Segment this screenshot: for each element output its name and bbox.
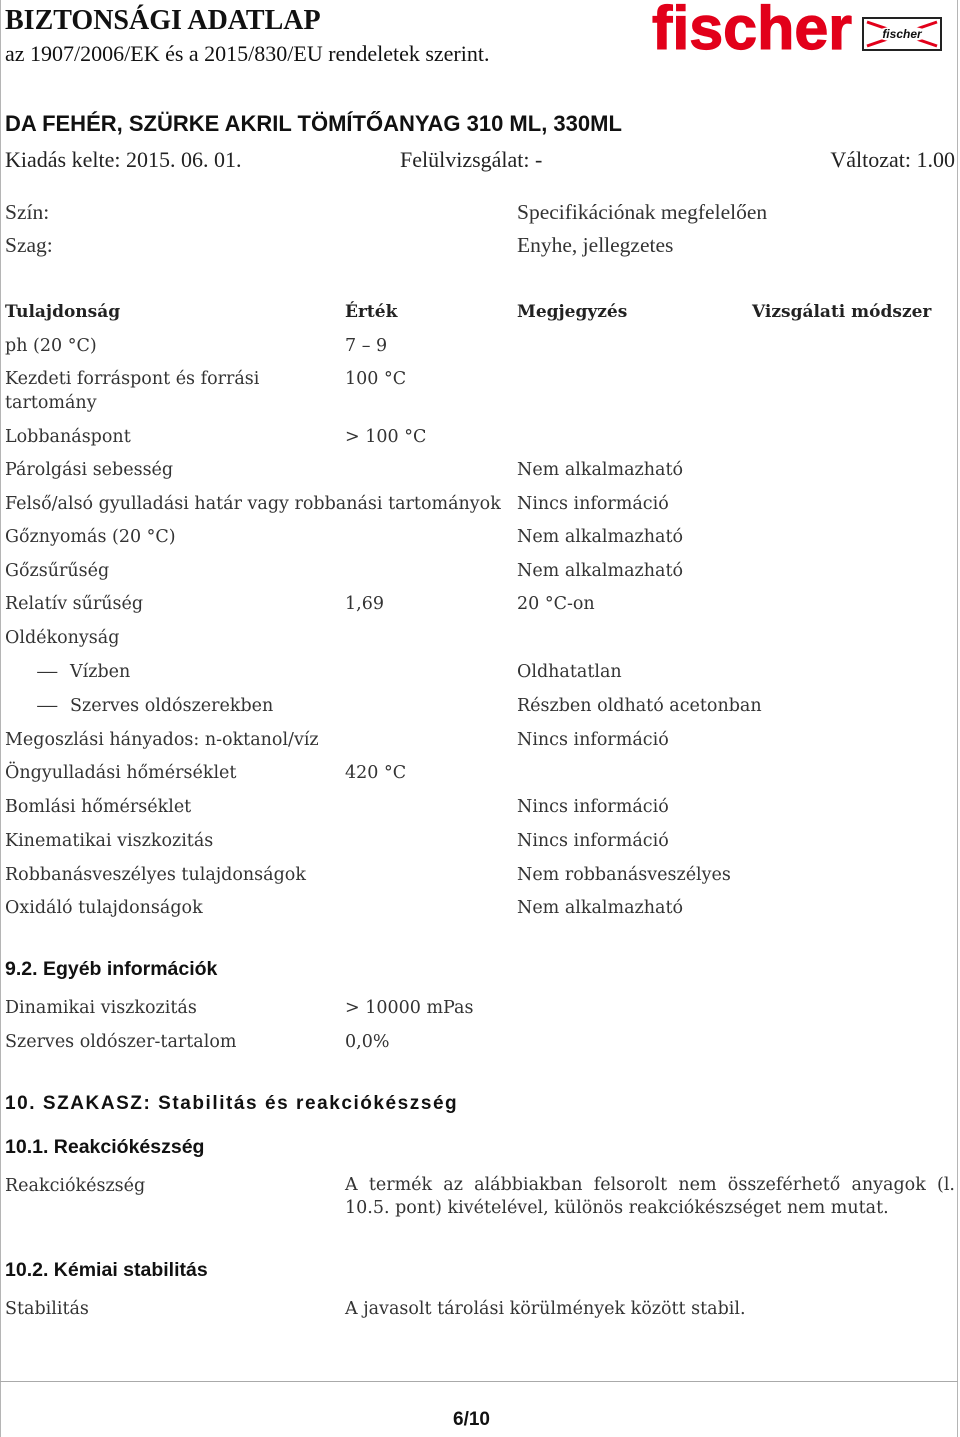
subsection-heading-stability: 10.2. Kémiai stabilitás: [5, 1259, 208, 1281]
appearance-row-color: [0, 199, 960, 225]
table-row: [0, 559, 960, 583]
property-note: Nem alkalmazható: [517, 898, 684, 918]
property-name: Kinematikai viszkozitás: [5, 831, 214, 851]
property-note: Nincs információ: [517, 797, 669, 817]
column-header-value: Érték: [345, 302, 398, 322]
property-note: Nem alkalmazható: [517, 460, 684, 480]
table-row: [0, 761, 960, 785]
table-row: [0, 829, 960, 853]
document-title: BIZTONSÁGI ADATLAP: [5, 5, 321, 36]
table-row: [0, 592, 960, 616]
page-number: 6/10: [453, 1409, 490, 1430]
property-value: > 100 °C: [345, 427, 427, 447]
subsection-heading-reactivity: 10.1. Reakciókészség: [5, 1136, 205, 1158]
appearance-label: Szín:: [5, 200, 50, 224]
property-value: > 10000 mPas: [345, 998, 474, 1018]
property-note: Nincs információ: [517, 494, 669, 514]
table-header: [0, 300, 960, 324]
property-note: Nincs információ: [517, 730, 669, 750]
dash-bullet: –: [35, 662, 60, 682]
column-header-property: Tulajdonság: [5, 302, 121, 322]
version: Változat: 1.00: [830, 147, 955, 172]
issue-date: Kiadás kelte: 2015. 06. 01.: [5, 147, 242, 172]
property-name: Vízben: [70, 662, 131, 682]
regulation-subtitle: az 1907/2006/EK és a 2015/830/EU rendeletek szerint.: [5, 41, 490, 66]
table-row: [0, 996, 960, 1020]
appearance-value: Specifikációnak megfelelően: [517, 200, 768, 224]
table-row: [0, 334, 960, 358]
table-row: [0, 896, 960, 920]
table-row: [0, 525, 960, 549]
property-name: Robbanásveszélyes tulajdonságok: [5, 865, 306, 885]
property-name: Gőzsűrűség: [5, 561, 110, 581]
revision-date: Felülvizsgálat: -: [400, 147, 543, 172]
property-note: Nem robbanásveszélyes: [517, 865, 731, 885]
appearance-label: Szag:: [5, 233, 53, 257]
property-name: Szerves oldószerekben: [70, 696, 274, 716]
property-name: Párolgási sebesség: [5, 460, 174, 480]
property-name: Oldékonyság: [5, 628, 120, 648]
property-value: 7 – 9: [345, 336, 388, 356]
property-name: ph (20 °C): [5, 336, 97, 356]
property-name: Bomlási hőmérséklet: [5, 797, 192, 817]
table-row: [0, 694, 960, 718]
stability-label: Stabilitás: [5, 1299, 89, 1319]
table-row: [0, 728, 960, 752]
appearance-row-odor: [0, 232, 960, 258]
property-name: Oxidáló tulajdonságok: [5, 898, 203, 918]
property-name: Kezdeti forráspont és forrási tartomány: [5, 369, 260, 413]
property-value: 420 °C: [345, 763, 407, 783]
property-name: Szerves oldószer-tartalom: [5, 1032, 237, 1052]
table-row: [0, 367, 960, 413]
stability-row: [0, 1297, 960, 1321]
table-row: [0, 1030, 960, 1054]
property-note: Részben oldható acetonban: [517, 696, 762, 716]
property-note: Oldhatatlan: [517, 662, 622, 682]
table-row: [0, 425, 960, 449]
section-heading-other-info: 9.2. Egyéb információk: [5, 958, 218, 980]
table-row: [0, 626, 960, 650]
badge-text: fischer: [882, 27, 922, 41]
property-note: Nincs információ: [517, 831, 669, 851]
property-value: 1,69: [345, 594, 384, 614]
footer-divider: [0, 1381, 958, 1382]
property-name: Lobbanáspont: [5, 427, 131, 447]
property-value: 0,0%: [345, 1032, 390, 1052]
property-name: Gőznyomás (20 °C): [5, 527, 176, 547]
appearance-value: Enyhe, jellegzetes: [517, 233, 674, 257]
column-header-note: Megjegyzés: [517, 302, 628, 322]
reactivity-label: Reakciókészség: [5, 1176, 146, 1196]
section-10-heading: 10. SZAKASZ: Stabilitás és reakciókészség: [5, 1093, 459, 1114]
column-header-method: Vizsgálati módszer: [752, 302, 932, 322]
property-name: Relatív sűrűség: [5, 594, 144, 614]
table-row: [0, 660, 960, 684]
table-row: [0, 492, 960, 516]
stability-text: A javasolt tárolási körülmények között stabil.: [345, 1299, 746, 1319]
product-name: DA FEHÉR, SZÜRKE AKRIL TÖMÍTŐANYAG 310 ML, 330ML: [5, 111, 622, 136]
property-name: Öngyulladási hőmérséklet: [5, 763, 237, 783]
table-row: [0, 863, 960, 887]
table-row: [0, 458, 960, 482]
reactivity-text: A termék az alábbiakban felsorolt nem összeférhető anyagok (l. 10.5. pont) kivételével, különös reakciókészséget nem mutat.: [345, 1175, 955, 1218]
property-name: Felső/alsó gyulladási határ vagy robbanási tartományok: [5, 494, 501, 514]
property-value: 100 °C: [345, 369, 407, 389]
property-note: Nem alkalmazható: [517, 527, 684, 547]
property-name: Megoszlási hányados: n-oktanol/víz: [5, 730, 319, 750]
property-note: 20 °C-on: [517, 594, 595, 614]
table-row: [0, 795, 960, 819]
property-name: Dinamikai viszkozitás: [5, 998, 197, 1018]
fischer-badge-icon: [862, 17, 942, 51]
fischer-logo: fischer: [652, 0, 853, 62]
dash-bullet: –: [35, 696, 60, 716]
property-note: Nem alkalmazható: [517, 561, 684, 581]
